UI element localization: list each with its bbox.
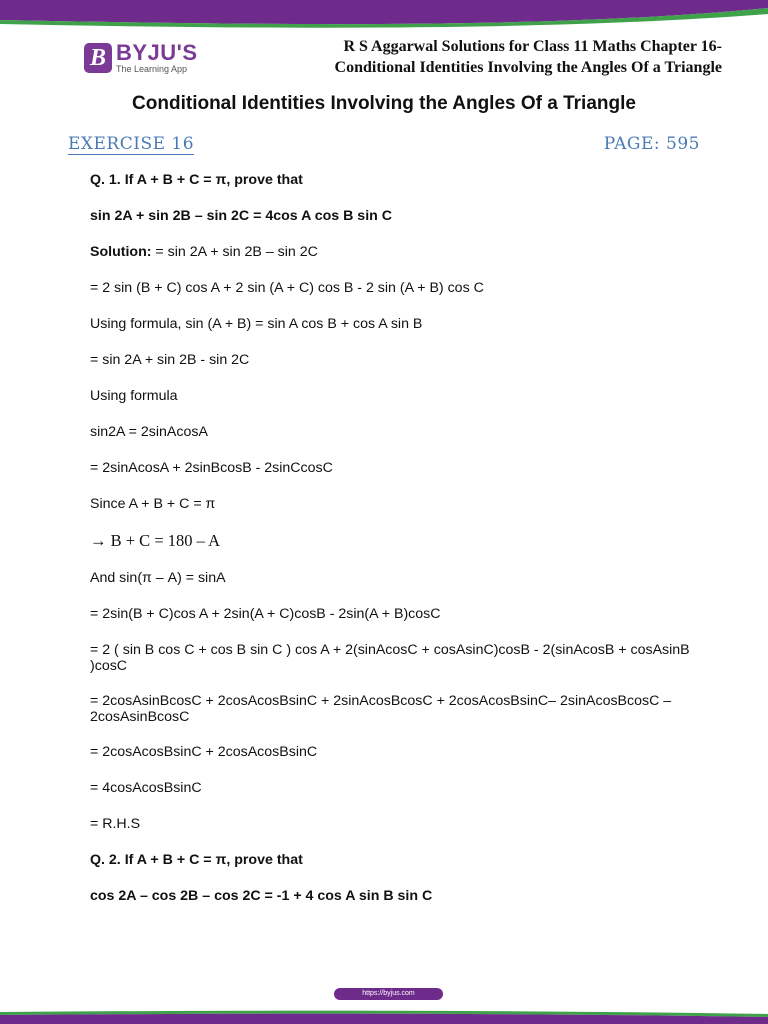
logo-mark-icon: B: [84, 43, 112, 73]
step-line: sin2A = 2sinAcosA: [90, 424, 208, 440]
header-title-line1: R S Aggarwal Solutions for Class 11 Maths Chapter 16-: [343, 38, 722, 55]
logo-tagline: The Learning App: [116, 64, 188, 74]
step-line: Since A + B + C = π: [90, 496, 216, 512]
step-line: = 2 sin (B + C) cos A + 2 sin (A + C) cos B - 2 sin (A + B) cos C: [90, 280, 484, 296]
step-line: = 2cosAsinBcosC + 2cosAcosBsinC + 2sinAcosBcosC + 2cosAcosBsinC– 2sinAcosBcosC – 2cosAsinBcosC: [90, 693, 672, 725]
step-line: And sin(π – A) = sinA: [90, 570, 226, 586]
step-line: Using formula, sin (A + B) = sin A cos B + cos A sin B: [90, 316, 423, 332]
solution-text: = sin 2A + sin 2B – sin 2C: [151, 244, 318, 260]
step-line: = 4cosAcosBsinC: [90, 780, 202, 796]
top-decorative-band: [0, 0, 768, 30]
solution-line: [90, 244, 690, 260]
step-line: = 2cosAcosBsinC + 2cosAcosBsinC: [90, 744, 318, 760]
step-line: = 2 ( sin B cos C + cos B sin C ) cos A + 2(sinAcosC + cosAsinC)cosB - 2(sinAcosB + cosAsinB )cosC: [90, 642, 690, 674]
question-2: Q. 2. If A + B + C = π, prove that: [90, 852, 303, 868]
question-1-statement: sin 2A + sin 2B – sin 2C = 4cos A cos B sin C: [90, 208, 392, 224]
solution-label: Solution:: [90, 244, 152, 260]
step-line: = R.H.S: [90, 816, 141, 832]
step-line: = sin 2A + sin 2B - sin 2C: [90, 352, 250, 368]
step-line: = 2sinAcosA + 2sinBcosB - 2sinCcosC: [90, 460, 333, 476]
header-title-line2: Conditional Identities Involving the Angles Of a Triangle: [334, 59, 722, 76]
exercise-label: EXERCISE 16: [68, 134, 195, 154]
logo-name: BYJU'S: [116, 40, 198, 65]
question-2-statement: cos 2A – cos 2B – cos 2C = -1 + 4 cos A sin B sin C: [90, 888, 433, 904]
page-label: PAGE: 595: [603, 134, 700, 154]
question-1: Q. 1. If A + B + C = π, prove that: [90, 172, 303, 188]
footer-url-link[interactable]: https://byjus.com: [334, 988, 443, 1000]
header-title: [335, 36, 722, 78]
bottom-decorative-band: [0, 1008, 768, 1024]
math-equation-line: → B + C = 180 – A: [90, 531, 221, 550]
step-line: Using formula: [90, 388, 178, 404]
byjus-logo: [84, 42, 198, 74]
document-title: Conditional Identities Involving the Angles Of a Triangle: [132, 93, 636, 114]
solution-content: [90, 172, 690, 924]
step-line: = 2sin(B + C)cos A + 2sin(A + C)cosB - 2sin(A + B)cosC: [90, 606, 441, 622]
